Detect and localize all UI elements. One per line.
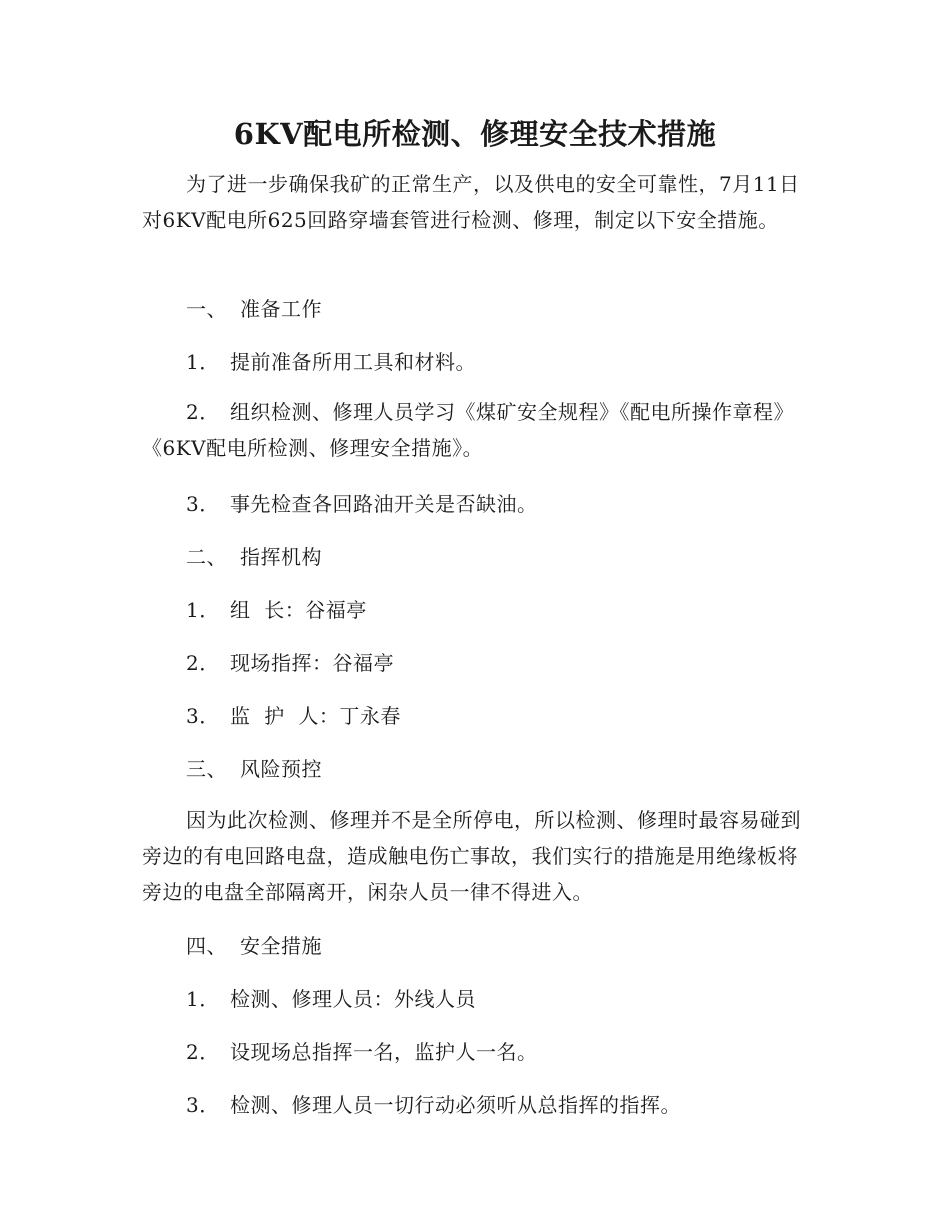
item-text: 检测、修理人员：外线人员 <box>230 987 476 1011</box>
section-title: 安全措施 <box>240 934 322 958</box>
section-number: 一、 <box>186 297 227 321</box>
list-item <box>186 648 394 678</box>
section-heading-preparation <box>186 294 322 324</box>
list-item <box>186 984 476 1014</box>
item-text: 现场指挥：谷福亭 <box>230 651 394 675</box>
item-text: 事先检查各回路油开关是否缺油。 <box>230 492 538 516</box>
section-heading-command <box>186 542 322 572</box>
item-number: 1． <box>186 987 220 1011</box>
item-number: 2． <box>186 1040 220 1064</box>
item-number: 3． <box>186 1093 220 1117</box>
list-item <box>186 595 367 625</box>
list-item <box>186 1037 538 1067</box>
section-number: 三、 <box>186 757 227 781</box>
list-item <box>186 1090 681 1120</box>
section-title: 风险预控 <box>240 757 322 781</box>
list-item <box>186 489 538 519</box>
item-number: 1． <box>186 598 220 622</box>
section-title: 指挥机构 <box>240 545 322 569</box>
item-text: 设现场总指挥一名，监护人一名。 <box>230 1040 538 1064</box>
intro-paragraph: 为了进一步确保我矿的正常生产，以及供电的安全可靠性，7月11日对6KV配电所625回路穿墙套管进行检测、修理，制定以下安全措施。 <box>142 172 800 232</box>
item-text: 组 长：谷福亭 <box>230 598 367 622</box>
section-heading-risk <box>186 754 322 784</box>
section-number: 四、 <box>186 934 227 958</box>
list-item-wrapped <box>142 394 802 466</box>
item-number: 2． <box>186 651 220 675</box>
item-text: 检测、修理人员一切行动必须听从总指挥的指挥。 <box>230 1093 681 1117</box>
document-title: 6KV配电所检测、修理安全技术措施 <box>233 117 717 151</box>
list-item <box>186 347 476 377</box>
item-number: 3． <box>186 492 220 516</box>
section-number: 二、 <box>186 545 227 569</box>
section-title: 准备工作 <box>240 297 322 321</box>
item-number: 3． <box>186 704 220 728</box>
section-heading-safety <box>186 931 322 961</box>
item-text: 监 护 人：丁永春 <box>230 704 401 728</box>
list-item <box>186 701 401 731</box>
item-text: 组织检测、修理人员学习《煤矿安全规程》《配电所操作章程》《6KV配电所检测、修理安全措施》。 <box>142 400 794 460</box>
item-text: 提前准备所用工具和材料。 <box>230 350 476 374</box>
item-number: 1． <box>186 350 220 374</box>
item-number: 2． <box>186 400 220 424</box>
risk-paragraph: 因为此次检测、修理并不是全所停电，所以检测、修理时最容易碰到旁边的有电回路电盘，造成触电伤亡事故，我们实行的措施是用绝缘板将旁边的电盘全部隔离开，闲杂人员一律不得进入。 <box>142 808 801 904</box>
